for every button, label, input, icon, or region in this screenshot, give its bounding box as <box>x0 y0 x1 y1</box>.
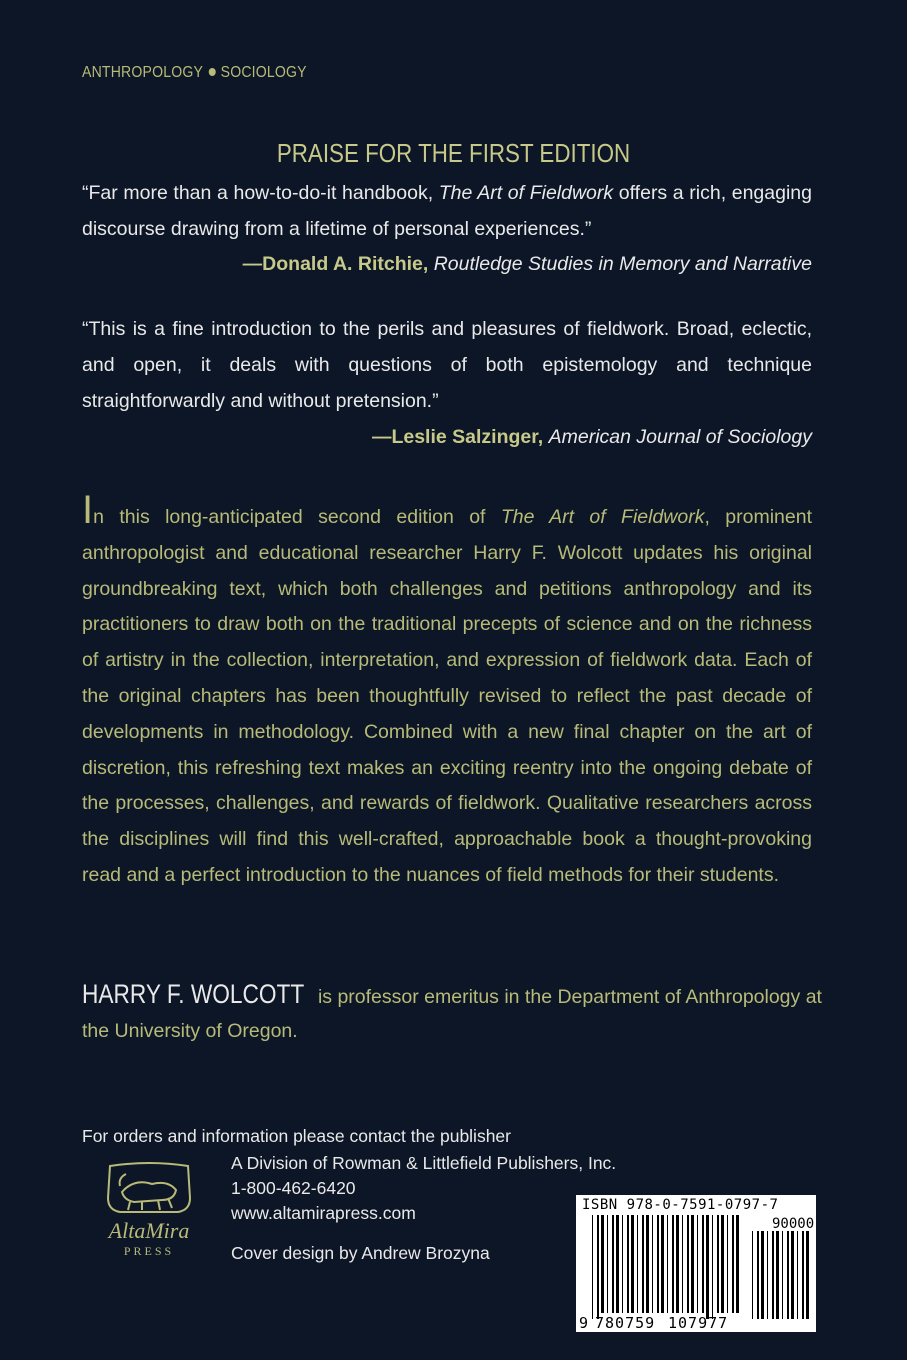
barcode-bar <box>612 1215 614 1313</box>
author-name: HARRY F. WOLCOTT <box>82 979 305 1009</box>
author-bio <box>82 977 822 1048</box>
publisher-phone: 1-800-462-6420 <box>231 1178 356 1198</box>
barcode-bar <box>732 1215 734 1313</box>
barcode-bar <box>752 1231 753 1319</box>
barcode-bar <box>627 1215 629 1313</box>
quote-1-text-end: offers a rich, engaging discourse drawing from a lifetime of personal experiences.” <box>82 182 812 240</box>
quote-1-book-title: The Art of Fieldwork <box>438 182 614 204</box>
barcode-bar <box>631 1215 634 1313</box>
barcode-bar <box>642 1215 644 1313</box>
barcode-bar <box>691 1215 694 1313</box>
barcode-bar <box>776 1231 779 1319</box>
description-book-title: The Art of Fieldwork <box>500 506 705 528</box>
praise-quote-2: “This is a fine introduction to the perils and pleasures of fieldwork. Broad, eclectic, and open, it deals with questions of both epistemology and technique straightforwardly and without pretension.” <box>82 318 812 412</box>
barcode-bar <box>717 1215 719 1313</box>
barcode-bar <box>787 1231 789 1319</box>
barcode-bar <box>592 1215 593 1319</box>
barcode-digits-left: 780759 <box>595 1314 656 1332</box>
barcode-bar <box>616 1215 619 1313</box>
barcode-bar <box>727 1215 728 1313</box>
barcode-bar <box>682 1215 683 1313</box>
category-label <box>82 64 307 82</box>
orders-contact: For orders and information please contact the publisher <box>82 1126 511 1146</box>
isbn-number: ISBN 978-0-7591-0797-7 <box>582 1197 779 1213</box>
bullet-dot-icon <box>208 68 215 76</box>
barcode-bar <box>712 1215 713 1319</box>
quote-2-source: American Journal of Sociology <box>548 426 812 448</box>
barcode-digit-first: 9 <box>579 1314 589 1332</box>
barcode-bar <box>672 1215 674 1313</box>
barcode-addon-bars <box>752 1231 809 1319</box>
barcode-digits-right: 107977 <box>668 1314 729 1332</box>
isbn-barcode <box>576 1195 816 1332</box>
quote-1-dash: — <box>242 253 263 275</box>
barcode-bar <box>706 1215 709 1319</box>
barcode-bar <box>661 1215 664 1313</box>
barcode-bar <box>772 1231 774 1319</box>
publisher-website: www.altamirapress.com <box>231 1203 416 1223</box>
barcode-bar <box>646 1215 649 1313</box>
barcode-bar <box>721 1215 724 1313</box>
logo-frame <box>108 1163 190 1212</box>
barcode-bar <box>797 1231 798 1319</box>
publisher-division: A Division of Rowman & Littlefield Publishers, Inc. <box>231 1153 617 1173</box>
category-anthropology: ANTHROPOLOGY <box>82 64 204 81</box>
logo-name: AltaMira <box>108 1218 190 1243</box>
barcode-bar <box>767 1231 768 1319</box>
quote-1-attribution <box>82 246 812 282</box>
barcode-bar <box>676 1215 679 1313</box>
logo-press: PRESS <box>123 1244 175 1258</box>
praise-quote-1 <box>82 175 812 247</box>
barcode-bar <box>697 1215 698 1313</box>
barcode-bar <box>687 1215 689 1313</box>
barcode-bar <box>761 1231 764 1319</box>
quote-2-attribution <box>82 419 812 455</box>
altamira-logo-icon <box>82 1160 217 1260</box>
barcode-ean13-bars <box>592 1215 739 1319</box>
barcode-bar <box>622 1215 623 1313</box>
barcode-price-code: 90000 <box>772 1216 815 1232</box>
barcode-bar <box>791 1231 794 1319</box>
author-bio-text: is professor emeritus in the Department of Anthropology at the University of Oregon. <box>82 986 822 1042</box>
barcode-bar <box>782 1231 783 1319</box>
category-sociology: SOCIOLOGY <box>220 64 307 81</box>
barcode-bar <box>637 1215 638 1313</box>
barcode-bar <box>601 1215 604 1313</box>
barcode-bar <box>667 1215 668 1313</box>
barcode-bar <box>702 1215 704 1313</box>
drop-cap: I <box>82 488 94 532</box>
praise-heading: PRAISE FOR THE FIRST EDITION <box>276 138 631 168</box>
barcode-bar <box>607 1215 608 1313</box>
barcode-bar <box>652 1215 653 1313</box>
quote-1-author: Donald A. Ritchie, <box>262 253 429 275</box>
barcode-bar <box>597 1215 599 1319</box>
barcode-bar <box>802 1231 804 1319</box>
barcode-graphic <box>576 1195 816 1332</box>
description-start: n this long-anticipated second edition of <box>93 506 501 528</box>
logo-bison-horn <box>120 1174 126 1186</box>
quote-2-dash: — <box>371 426 392 448</box>
barcode-bar <box>657 1215 659 1313</box>
quote-1-source: Routledge Studies in Memory and Narrative <box>433 253 812 275</box>
barcode-bar <box>806 1231 809 1319</box>
quote-2-author: Leslie Salzinger, <box>391 426 544 448</box>
cover-credit: Cover design by Andrew Brozyna <box>231 1243 490 1263</box>
quote-1-text-start: “Far more than a how-to-do-it handbook, <box>82 182 439 204</box>
description-body: , prominent anthropologist and educational researcher Harry F. Wolcott updates his original groundbreaking text, which both challenges and petitions anthropology and its practitioners to draw both on the traditional precepts of science and on the richness of artistry in the collection, interpretation, and expression of fieldwork data. Each of the original chapters has been thoughtfully revised to reflect the past decade of developments in methodology. Combined with a new final chapter on the art of discretion, this refreshing text makes an exciting reentry into the ongoing debate of the processes, challenges, and rewards of fieldwork. Qualitative researchers across the disciplines will find this well-crafted, approachable book a thought-provoking read and a perfect introduction to the nuances of field methods for their students. <box>82 506 812 886</box>
book-description <box>82 488 812 894</box>
barcode-bar <box>736 1215 739 1313</box>
barcode-bar <box>757 1231 759 1319</box>
